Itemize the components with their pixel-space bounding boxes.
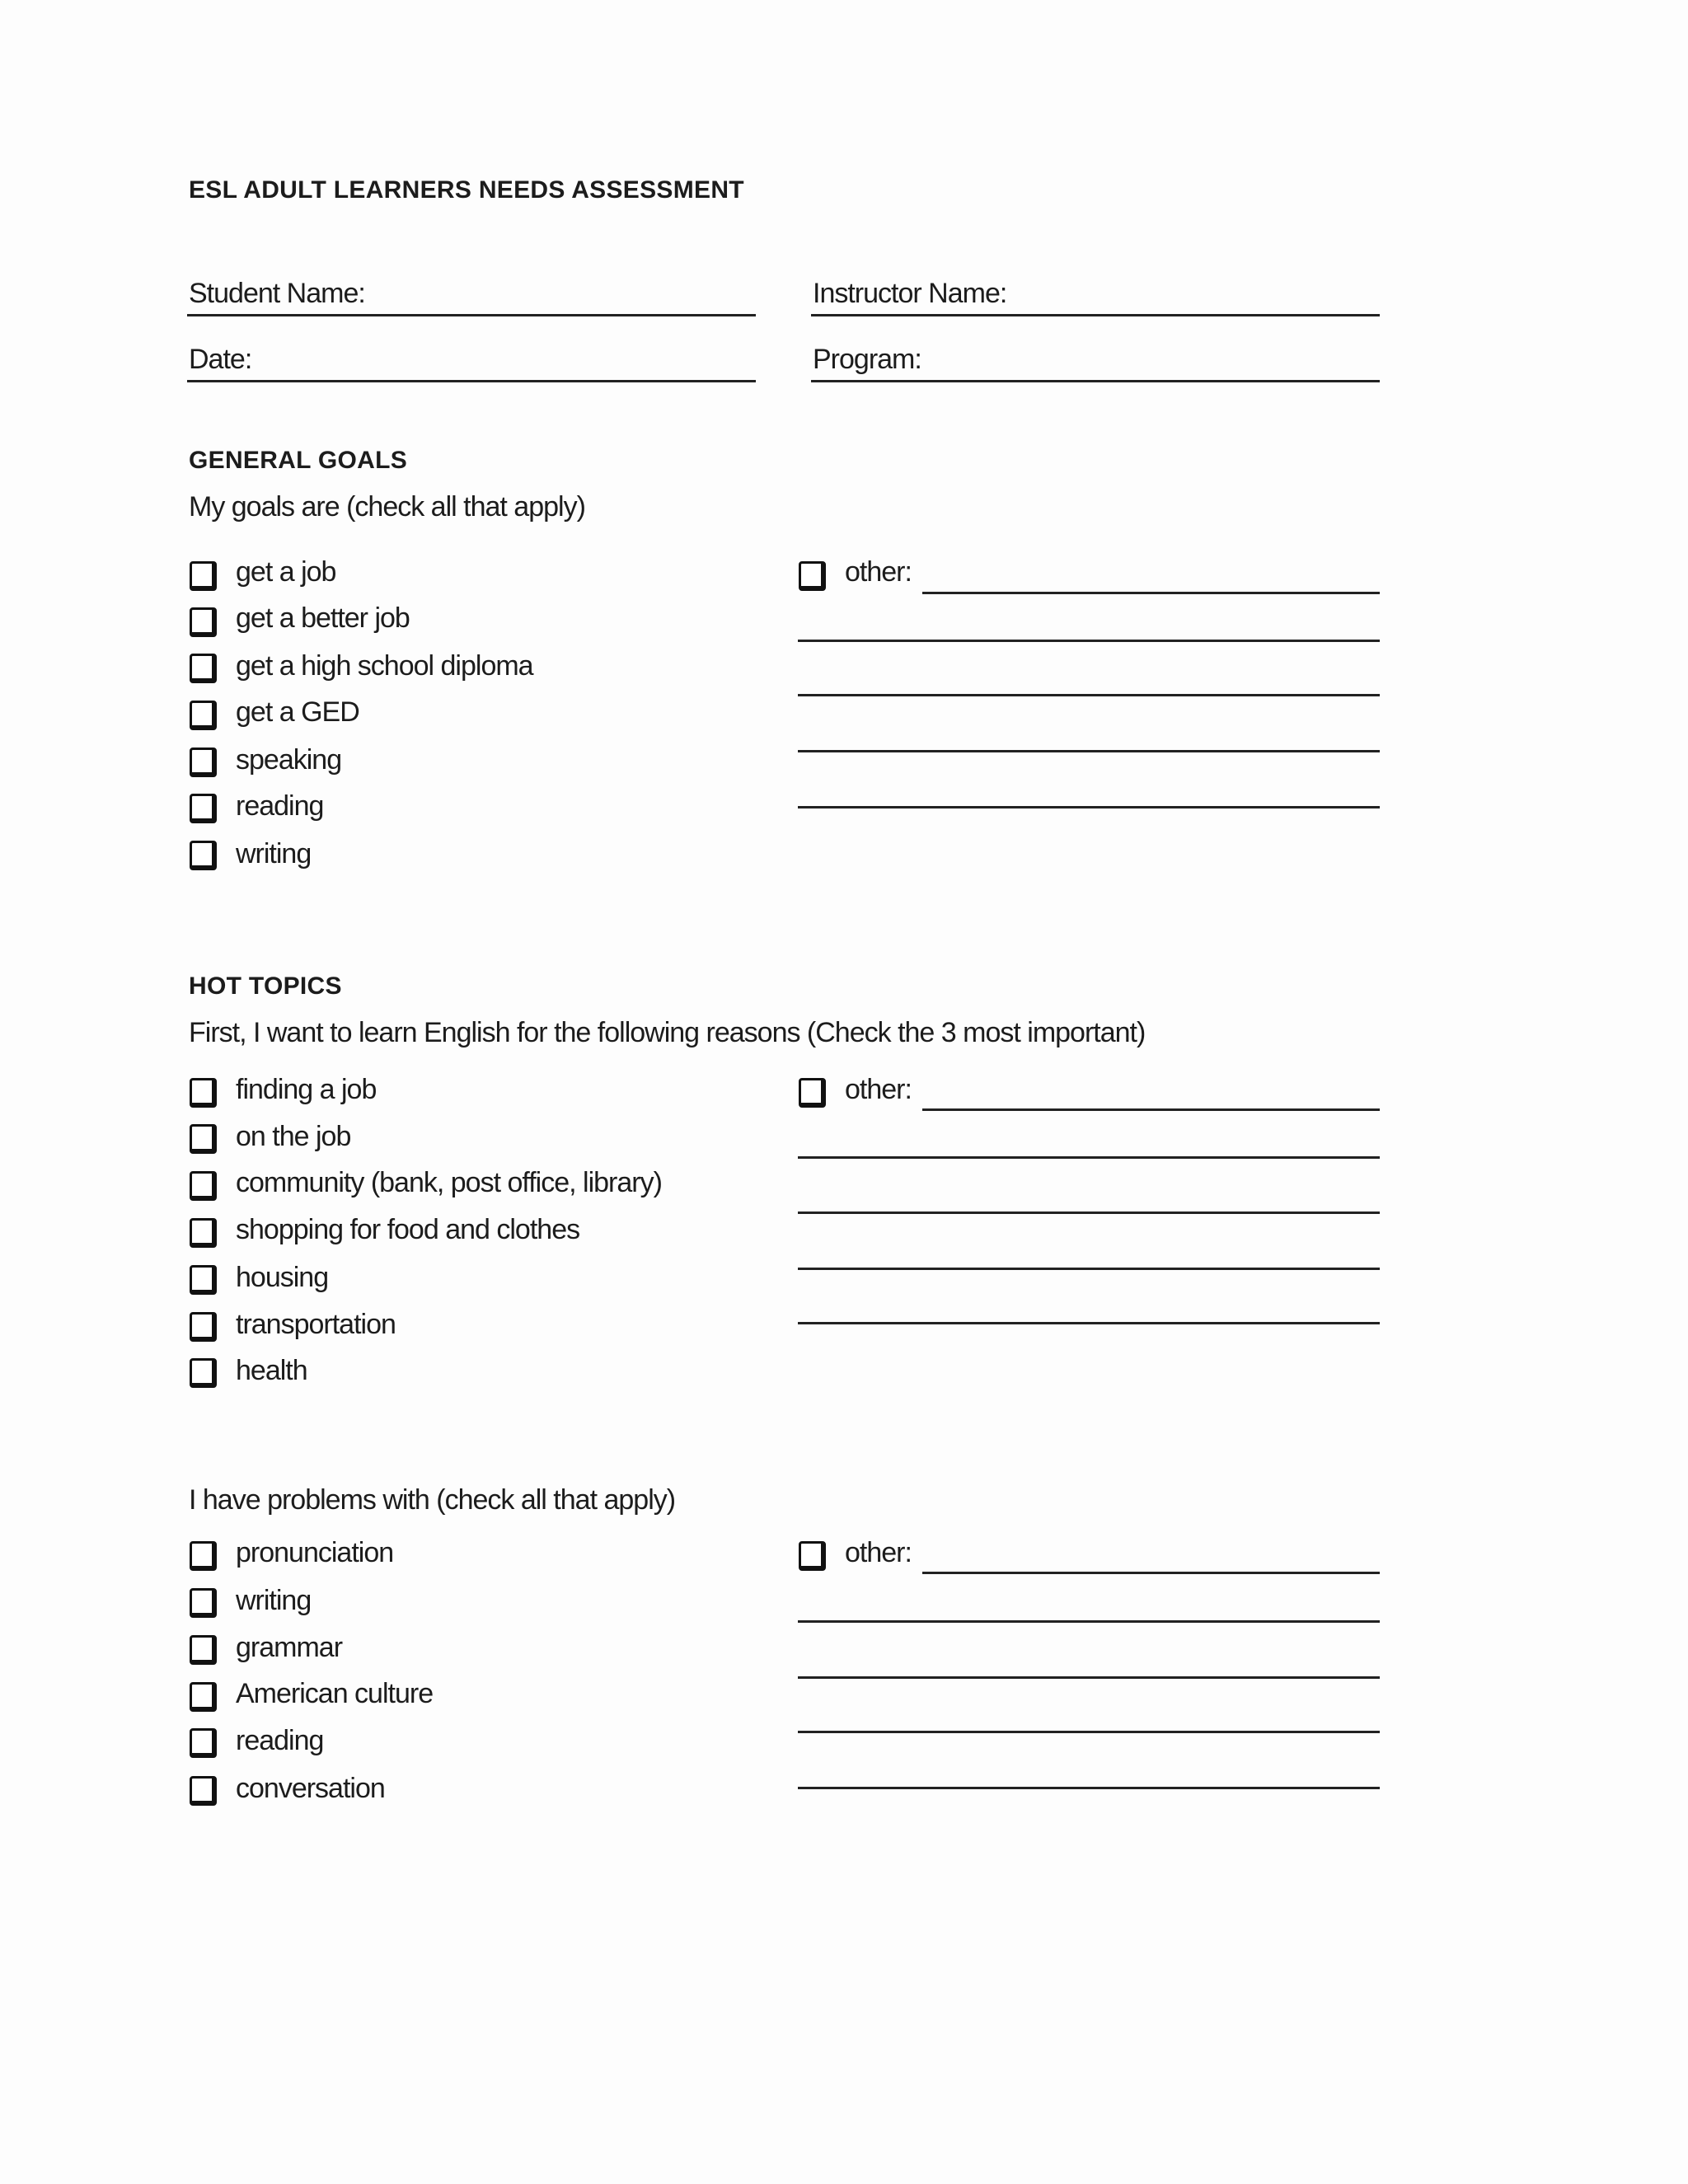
checkbox[interactable]: [190, 794, 217, 823]
option-label: get a GED: [236, 696, 359, 728]
checkbox[interactable]: [190, 1541, 217, 1571]
checkbox[interactable]: [190, 1682, 217, 1712]
option-label: get a job: [236, 556, 336, 588]
other-line[interactable]: [798, 1268, 1380, 1270]
option-label: reading: [236, 1725, 324, 1756]
checkbox[interactable]: [190, 561, 217, 591]
checkbox[interactable]: [190, 1218, 217, 1248]
other-line[interactable]: [798, 806, 1380, 808]
date-field[interactable]: [187, 380, 756, 382]
checkbox[interactable]: [190, 1078, 217, 1108]
option-label: get a high school diploma: [236, 650, 533, 682]
option-label: transportation: [236, 1309, 396, 1340]
checkbox[interactable]: [190, 1312, 217, 1342]
option-label: community (bank, post office, library): [236, 1167, 662, 1198]
option-label: writing: [236, 838, 312, 869]
option-label: housing: [236, 1262, 329, 1293]
other-label: other:: [845, 556, 912, 588]
hot-topics-intro: First, I want to learn English for the following reasons (Check the 3 most important): [189, 1017, 1146, 1048]
option-label: shopping for food and clothes: [236, 1214, 580, 1245]
general-goals-intro: My goals are (check all that apply): [189, 491, 585, 523]
other-line[interactable]: [798, 694, 1380, 696]
option-label: American culture: [236, 1678, 434, 1709]
other-line[interactable]: [798, 1787, 1380, 1789]
other-line[interactable]: [798, 1676, 1380, 1679]
checkbox[interactable]: [190, 654, 217, 683]
checkbox[interactable]: [190, 748, 217, 777]
option-label: speaking: [236, 744, 342, 776]
other-line[interactable]: [798, 1731, 1380, 1733]
program-label: Program:: [813, 344, 921, 375]
checkbox[interactable]: [190, 701, 217, 730]
checkbox[interactable]: [190, 1171, 217, 1201]
other-line[interactable]: [798, 1322, 1380, 1324]
hot-topics-heading: HOT TOPICS: [189, 972, 342, 1000]
other-label: other:: [845, 1537, 912, 1568]
checkbox[interactable]: [190, 607, 217, 637]
checkbox[interactable]: [190, 1728, 217, 1758]
document-title: ESL ADULT LEARNERS NEEDS ASSESSMENT: [189, 176, 744, 204]
checkbox[interactable]: [190, 1265, 217, 1295]
instructor-name-label: Instructor Name:: [813, 278, 1007, 309]
student-name-field[interactable]: [187, 314, 756, 316]
checkbox[interactable]: [190, 1776, 217, 1806]
option-label: conversation: [236, 1773, 385, 1804]
other-label: other:: [845, 1074, 912, 1105]
other-checkbox[interactable]: [799, 1541, 826, 1571]
problems-intro: I have problems with (check all that apply): [189, 1484, 676, 1516]
option-label: grammar: [236, 1632, 343, 1663]
date-label: Date:: [189, 344, 252, 375]
other-field[interactable]: [922, 1572, 1380, 1574]
other-line[interactable]: [798, 640, 1380, 642]
other-line[interactable]: [798, 1212, 1380, 1214]
checkbox[interactable]: [190, 1358, 217, 1388]
checkbox[interactable]: [190, 1635, 217, 1665]
other-line[interactable]: [798, 1156, 1380, 1159]
option-label: get a better job: [236, 602, 410, 634]
option-label: on the job: [236, 1121, 351, 1152]
general-goals-heading: GENERAL GOALS: [189, 447, 408, 474]
option-label: health: [236, 1355, 307, 1386]
student-name-label: Student Name:: [189, 278, 365, 309]
option-label: writing: [236, 1585, 312, 1616]
option-label: pronunciation: [236, 1537, 394, 1568]
other-field[interactable]: [922, 592, 1380, 594]
other-field[interactable]: [922, 1108, 1380, 1111]
other-line[interactable]: [798, 750, 1380, 752]
checkbox[interactable]: [190, 841, 217, 870]
other-checkbox[interactable]: [799, 561, 826, 591]
checkbox[interactable]: [190, 1124, 217, 1154]
checkbox[interactable]: [190, 1588, 217, 1618]
instructor-name-field[interactable]: [811, 314, 1380, 316]
option-label: finding a job: [236, 1074, 377, 1105]
option-label: reading: [236, 790, 324, 822]
other-line[interactable]: [798, 1620, 1380, 1623]
other-checkbox[interactable]: [799, 1078, 826, 1108]
program-field[interactable]: [811, 380, 1380, 382]
